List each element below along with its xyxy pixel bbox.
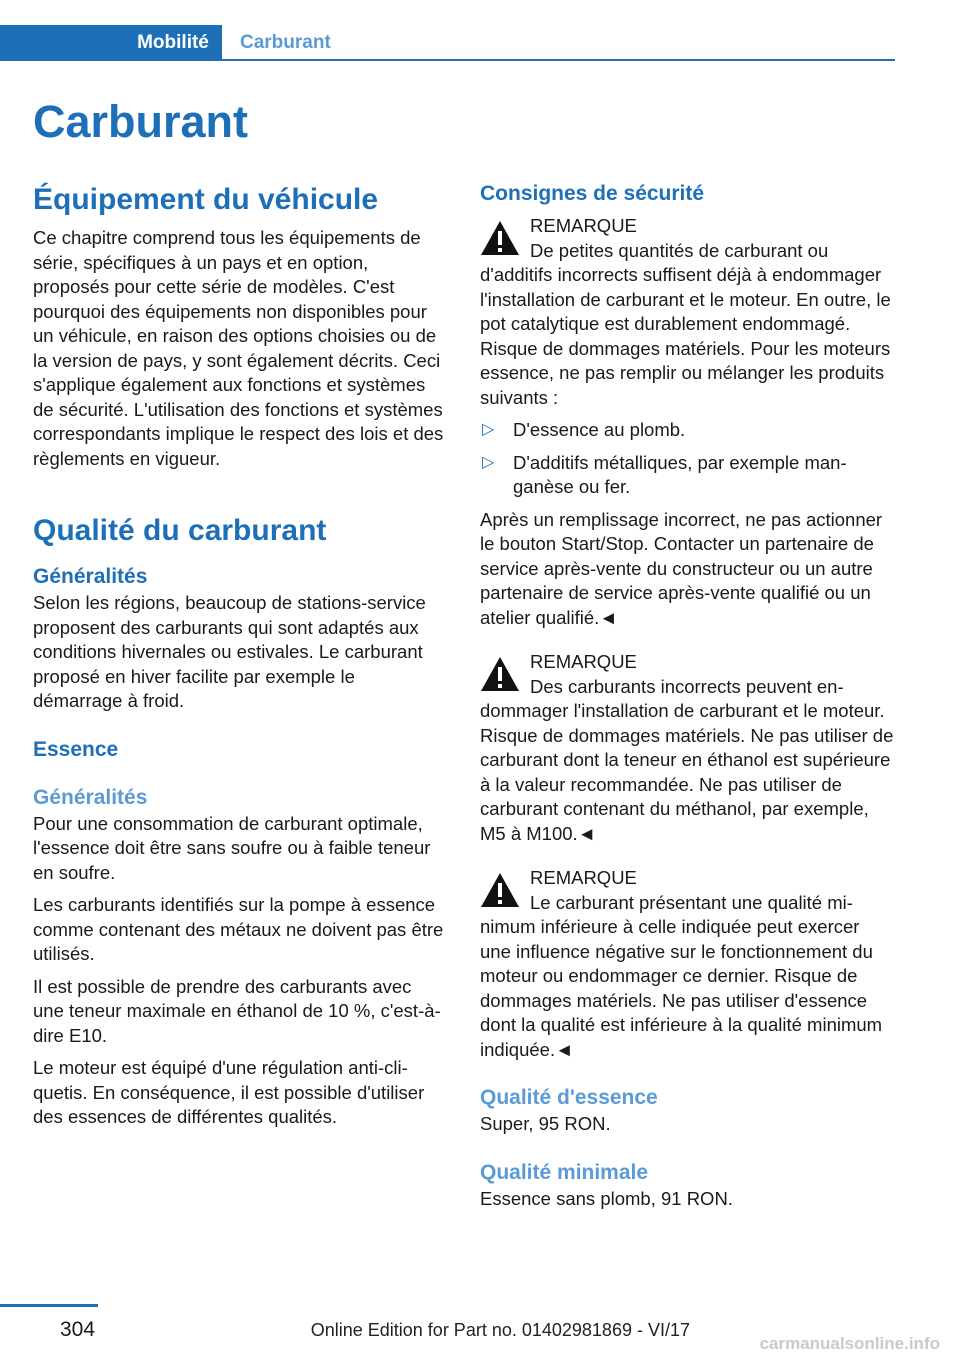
watermark: carmanualsonline.info bbox=[759, 1334, 940, 1353]
heading-essence-generalites: Généralités bbox=[33, 785, 148, 809]
paragraph-equipement: Ce chapitre comprend tous les équipements de série, spécifiques à un pays et en option, proposés pour cette série de modèles. C'est pourquoi des équipements non disponibles pour un véhicule, en raison des options choisies ou de la version de pays, y sont également décrits. Ceci s'applique également aux fonctions et systèmes de sécurité. L'utilisation des fonctions et systèmes correspondants implique le respect des lois et des règlements en vigueur. bbox=[33, 227, 444, 469]
warning-triangle-icon bbox=[480, 872, 520, 908]
list-item-text: D'additifs métalliques, par exemple manganèse ou fer. bbox=[513, 451, 847, 497]
triangle-bullet-icon: ▷ bbox=[482, 453, 495, 471]
warning-label: REMARQUE bbox=[530, 651, 637, 672]
page-number: 304 bbox=[60, 1318, 96, 1341]
heading-generalites: Généralités bbox=[33, 565, 148, 588]
warning-triangle-icon bbox=[480, 656, 520, 692]
heading-equipement: Équipement du véhicule bbox=[33, 183, 379, 216]
paragraph-qualite-essence: Super, 95 RON. bbox=[480, 1113, 611, 1134]
tab-mobilite[interactable]: Mobilité bbox=[124, 25, 222, 61]
header-tabbar bbox=[0, 25, 895, 61]
left-column bbox=[33, 180, 447, 1130]
header-divider bbox=[0, 59, 895, 61]
footer-divider bbox=[0, 1304, 98, 1307]
paragraph-generalites: Selon les régions, beaucoup de stations-service proposent des carburants qui sont adaptés aux conditions hivernales ou estivales. Le carburant proposé en hiver facilite par exemple le démarrage à froid. bbox=[33, 592, 426, 711]
heading-qualite-carburant: Qualité du carburant bbox=[33, 514, 327, 547]
warning-text-2: Des carburants incorrects peuvent endommager l'installation de carburant et le moteur. Risque de dommages matériels. Ne pas utiliser de carburant dont la teneur en éthanol est supérieure à la valeur recommandée. Ne pas utiliser de carburant contenant du méthanol, par exemple, M5 à M100.◄ bbox=[480, 675, 894, 844]
heading-qualite-minimale: Qualité minimale bbox=[480, 1160, 649, 1184]
warning-block-1 bbox=[480, 214, 894, 410]
warning-label: REMARQUE bbox=[530, 215, 637, 236]
warning-triangle-icon bbox=[480, 220, 520, 256]
warning-text-3: Le carburant présentant une qualité minimum inférieure à celle indiquée peut exercer une influence négative sur le fonctionnement du moteur ou endommager ce dernier. Risque de dommages matériels. Ne pas utiliser d'essence dont la qualité est inférieure à la qualité minimum indiquée.◄ bbox=[480, 891, 883, 1060]
paragraph-essence-3: Il est possible de prendre des carburants avec une teneur maximale en éthanol de 10 %, c'est-à-dire E10. bbox=[33, 975, 441, 1046]
warning-block-3 bbox=[480, 866, 894, 1062]
heading-essence: Essence bbox=[33, 737, 119, 761]
warning-label: REMARQUE bbox=[530, 867, 637, 888]
paragraph-essence-4: Le moteur est équipé d'une régulation anti-cliquetis. En conséquence, il est possible d'utiliser des essences de différentes qualités. bbox=[33, 1057, 425, 1127]
right-column bbox=[480, 180, 894, 1211]
heading-qualite-essence: Qualité d'essence bbox=[480, 1086, 658, 1109]
list-prohibited bbox=[480, 418, 894, 500]
warning-text-1: De petites quantités de carburant ou d'additifs incorrects suffisent déjà à endommager l'installation de carburant et le moteur. En outre, le pot catalytique est durablement endommagé. Risque de dommages matériels. Pour les moteurs essence, ne pas remplir ou mélanger les produits suivants : bbox=[480, 239, 891, 408]
list-item-text: D'essence au plomb. bbox=[513, 419, 686, 440]
tab-carburant[interactable]: Carburant bbox=[240, 32, 331, 53]
page-title: Carburant bbox=[33, 96, 249, 147]
paragraph-essence-1: Pour une consommation de carburant optimale, l'essence doit être sans soufre ou à faible teneur en soufre. bbox=[33, 812, 431, 883]
edition-note: Online Edition for Part no. 01402981869 - VI/17 bbox=[310, 1320, 690, 1340]
header-accent-block bbox=[0, 25, 124, 61]
triangle-bullet-icon: ▷ bbox=[482, 421, 495, 438]
paragraph-qualite-minimale: Essence sans plomb, 91 RON. bbox=[480, 1187, 733, 1209]
list-item bbox=[480, 418, 894, 443]
heading-consignes-securite: Consignes de sécurité bbox=[480, 182, 705, 205]
paragraph-essence-2: Les carburants identifiés sur la pompe à essence comme contenant des métaux ne doivent pas être utilisés. bbox=[33, 894, 444, 964]
paragraph-after-list: Après un remplissage incorrect, ne pas actionner le bouton Start/Stop. Contacter un partenaire de service après-vente du constructeur ou un autre partenaire de service après-vente qualifié ou un atelier qualifié.◄ bbox=[480, 508, 883, 628]
warning-block-2 bbox=[480, 650, 894, 846]
list-item bbox=[480, 451, 894, 500]
